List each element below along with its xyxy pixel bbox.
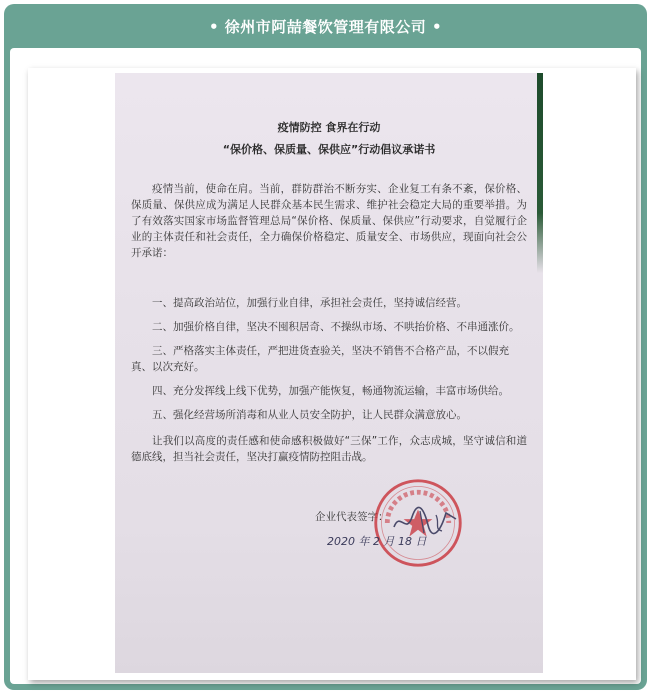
- commitment-item-4: 四、充分发挥线上线下优势，加强产能恢复，畅通物流运输，丰富市场供给。: [152, 385, 509, 397]
- document-paper: [115, 73, 543, 673]
- commitment-item-2: 二、加强价格自律，坚决不囤积居奇、不操纵市场、不哄抬价格、不串通涨价。: [152, 321, 520, 333]
- document-title-line2: “保价格、保质量、保供应”行动倡议承诺书: [222, 143, 436, 156]
- closing-paragraph: 让我们以高度的责任感和使命感积极做好“三保”工作，众志成城，坚守诚信和道德底线，担当社会责任，坚决打赢疫情防控阻击战。: [131, 435, 527, 463]
- header-title: • 徐州市阿喆餐饮管理有限公司 •: [208, 17, 443, 36]
- commitment-item-1: 一、提高政治站位，加强行业自律，承担社会责任，坚持诚信经营。: [152, 297, 467, 309]
- signature-label: 企业代表签字：: [315, 511, 389, 523]
- article-frame: [4, 4, 647, 690]
- commitment-item-3: 三、严格落实主体责任，严把进货查验关，坚决不销售不合格产品，不以假充真、以次充好。: [131, 345, 509, 373]
- background-edge: [537, 73, 543, 273]
- signature-date: 2020 年 2 月 18 日: [327, 535, 427, 548]
- commitment-item-5: 五、强化经营场所消毒和从业人员安全防护，让人民群众满意放心。: [152, 409, 467, 421]
- document-title-line1: 疫情防控 食界在行动: [277, 121, 381, 134]
- content-panel: [10, 48, 641, 684]
- document-photo: [28, 68, 636, 680]
- intro-paragraph: 疫情当前，使命在肩。当前，群防群治不断夯实、企业复工有条不紊，保价格、保质量、保供应成为满足人民群众基本民生需求、维护社会稳定大局的重要举措。为了有效落实国家市场监督管理总局“保价格、保质量、保供应”行动要求，自觉履行企业的主体责任和社会责任，全力确保价格稳定、质量安全、市场供应，现面向社会公开承诺：: [131, 183, 527, 259]
